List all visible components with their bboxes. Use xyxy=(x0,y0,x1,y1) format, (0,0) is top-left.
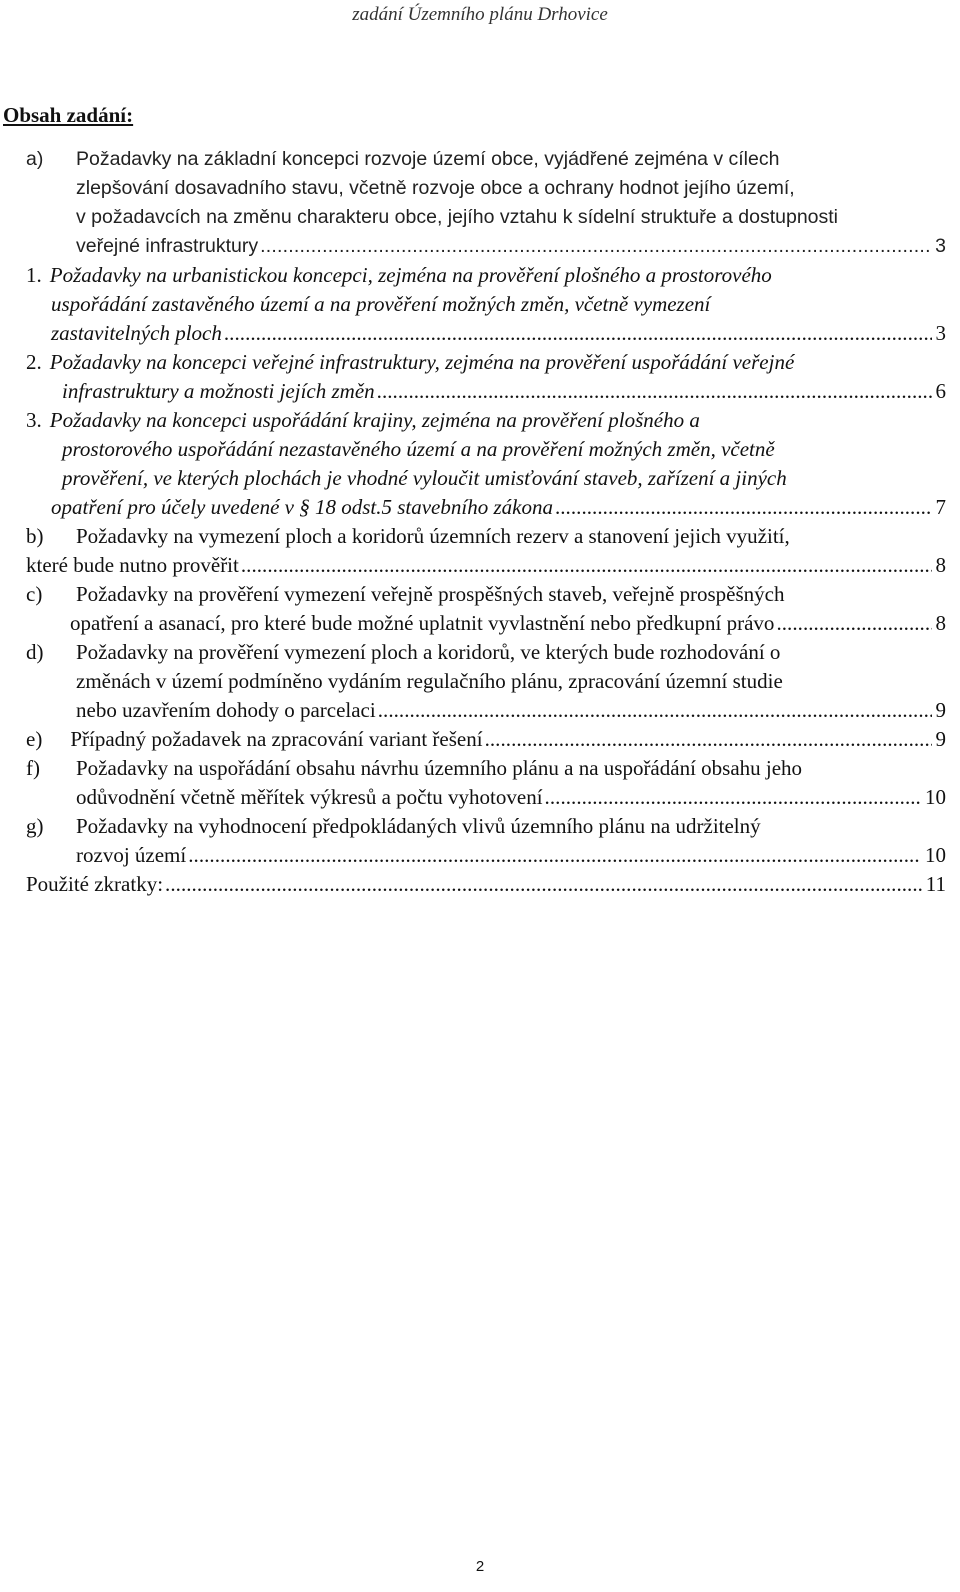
toc-marker: f) xyxy=(26,756,40,780)
toc-entry-1-line-2 xyxy=(51,290,946,319)
toc-text: Požadavky na základní koncepci rozvoje území obce, vyjádřené zejména v cílech xyxy=(76,148,780,170)
toc-entry-3-line-3 xyxy=(62,464,946,493)
toc-page-number: 3 xyxy=(935,235,946,257)
toc-text: Požadavky na koncepci veřejné infrastruktury, zejména na prověření uspořádání veřejné xyxy=(49,350,795,374)
toc-entry-a-line-1 xyxy=(26,145,946,174)
toc-text: infrastruktury a možnosti jejích změn xyxy=(62,379,375,403)
toc-page-number: 10 xyxy=(925,843,946,867)
toc-page-number: 11 xyxy=(925,872,946,896)
toc-marker: 3. xyxy=(26,408,42,432)
toc-text: rozvoj území xyxy=(76,843,187,867)
toc-marker: 2. xyxy=(26,350,42,374)
toc-text: Požadavky na koncepci uspořádání krajiny, zejména na prověření plošného a xyxy=(49,408,700,432)
toc-text: uspořádání zastavěného území a na prověření možných změn, včetně vymezení xyxy=(51,292,711,316)
toc-entry-a-line-3 xyxy=(76,203,946,232)
toc-heading: Obsah zadání: xyxy=(3,103,134,127)
toc-entry-e-line-1[interactable] xyxy=(26,725,946,754)
toc-entry-f-line-2[interactable] xyxy=(76,783,946,812)
toc-entry-a-line-4[interactable] xyxy=(76,232,946,261)
page-number: 2 xyxy=(475,1558,485,1575)
toc-text: zlepšování dosavadního stavu, včetně rozvoje obce a ochrany hodnot jejího území, xyxy=(76,177,795,199)
toc-entry-1-line-3[interactable] xyxy=(51,319,946,348)
toc-text: Požadavky na vymezení ploch a koridorů územních rezerv a stanovení jejich využití, xyxy=(76,524,790,548)
toc-page-number: 8 xyxy=(935,553,946,577)
toc-text: Požadavky na uspořádání obsahu návrhu územního plánu a na uspořádání obsahu jeho xyxy=(76,756,803,780)
page-header-title: zadání Územního plánu Drhovice xyxy=(352,4,608,25)
toc-text: nebo uzavřením dohody o parcelaci xyxy=(76,698,376,722)
toc-text: změnách v území podmíněno vydáním regulačního plánu, zpracování územní studie xyxy=(76,669,783,693)
toc-entry-g-line-1 xyxy=(26,812,946,841)
toc-text: Požadavky na prověření vymezení veřejně prospěšných staveb, veřejně prospěšných xyxy=(76,582,785,606)
toc-entry-d-line-2 xyxy=(76,667,946,696)
toc-entry-a-line-2 xyxy=(76,174,946,203)
dot-leader xyxy=(224,319,932,348)
toc-text: Případný požadavek na zpracování variant řešení xyxy=(70,727,483,751)
toc-entry-c-line-2[interactable] xyxy=(70,609,946,638)
toc-page-number: 3 xyxy=(935,321,946,345)
toc-marker: g) xyxy=(26,814,44,838)
toc-text: v požadavcích na změnu charakteru obce, jejího vztahu k sídelní struktuře a dostupnosti xyxy=(76,206,839,228)
toc-entry-g-line-2[interactable] xyxy=(76,841,946,870)
toc-text: odůvodnění včetně měřítek výkresů a počtu vyhotovení xyxy=(76,785,543,809)
toc-entry-f-line-1 xyxy=(26,754,946,783)
toc-entry-d-line-1 xyxy=(26,638,946,667)
toc-text: veřejné infrastruktury xyxy=(76,235,259,257)
toc-marker: d) xyxy=(26,640,44,664)
toc-marker: c) xyxy=(26,582,43,606)
toc-page-number: 6 xyxy=(935,379,946,403)
dot-leader xyxy=(241,551,932,580)
toc-entry-c-line-1 xyxy=(26,580,946,609)
dot-leader xyxy=(260,232,931,261)
toc-marker: a) xyxy=(26,148,44,170)
dot-leader xyxy=(188,841,921,870)
toc-entry-b-line-1 xyxy=(26,522,946,551)
toc-text: které bude nutno prověřit xyxy=(26,553,239,577)
toc-text: Použité zkratky: xyxy=(26,872,164,896)
toc-entry-b-line-2[interactable] xyxy=(26,551,946,580)
toc-page-number: 7 xyxy=(935,495,946,519)
toc-entry-abbreviations[interactable] xyxy=(26,870,946,899)
toc-text: prověření, ve kterých plochách je vhodné vyloučit umisťování staveb, zařízení a jiných xyxy=(62,466,787,490)
toc-text: opatření a asanací, pro které bude možné uplatnit vyvlastnění nebo předkupní právo xyxy=(70,611,775,635)
toc-page-number: 8 xyxy=(935,611,946,635)
toc-text: zastavitelných ploch xyxy=(51,321,222,345)
toc-text: opatření pro účely uvedené v § 18 odst.5 stavebního zákona xyxy=(51,495,553,519)
toc-marker: 1. xyxy=(26,263,42,287)
toc-text: prostorového uspořádání nezastavěného území a na prověření možných změn, včetně xyxy=(62,437,775,461)
toc-entry-2-line-1 xyxy=(26,348,946,377)
toc-text: Požadavky na vyhodnocení předpokládaných vlivů územního plánu na udržitelný xyxy=(76,814,761,838)
toc-marker: e) xyxy=(26,727,43,751)
toc-text: Požadavky na prověření vymezení ploch a koridorů, ve kterých bude rozhodování o xyxy=(76,640,781,664)
toc-page-number: 9 xyxy=(935,727,946,751)
dot-leader xyxy=(545,783,921,812)
toc-entry-1-line-1 xyxy=(26,261,946,290)
toc-entry-d-line-3[interactable] xyxy=(76,696,946,725)
dot-leader xyxy=(378,696,932,725)
dot-leader xyxy=(377,377,932,406)
dot-leader xyxy=(485,725,932,754)
toc-page-number: 10 xyxy=(925,785,946,809)
toc-marker: b) xyxy=(26,524,44,548)
toc-page-number: 9 xyxy=(935,698,946,722)
toc-entry-3-line-4[interactable] xyxy=(51,493,946,522)
toc-text: Požadavky na urbanistickou koncepci, zejména na prověření plošného a prostorového xyxy=(49,263,772,287)
dot-leader xyxy=(776,609,931,638)
toc-entry-2-line-2[interactable] xyxy=(62,377,946,406)
toc-entry-3-line-1 xyxy=(26,406,946,435)
dot-leader xyxy=(555,493,932,522)
dot-leader xyxy=(165,870,922,899)
toc-entry-3-line-2 xyxy=(62,435,946,464)
